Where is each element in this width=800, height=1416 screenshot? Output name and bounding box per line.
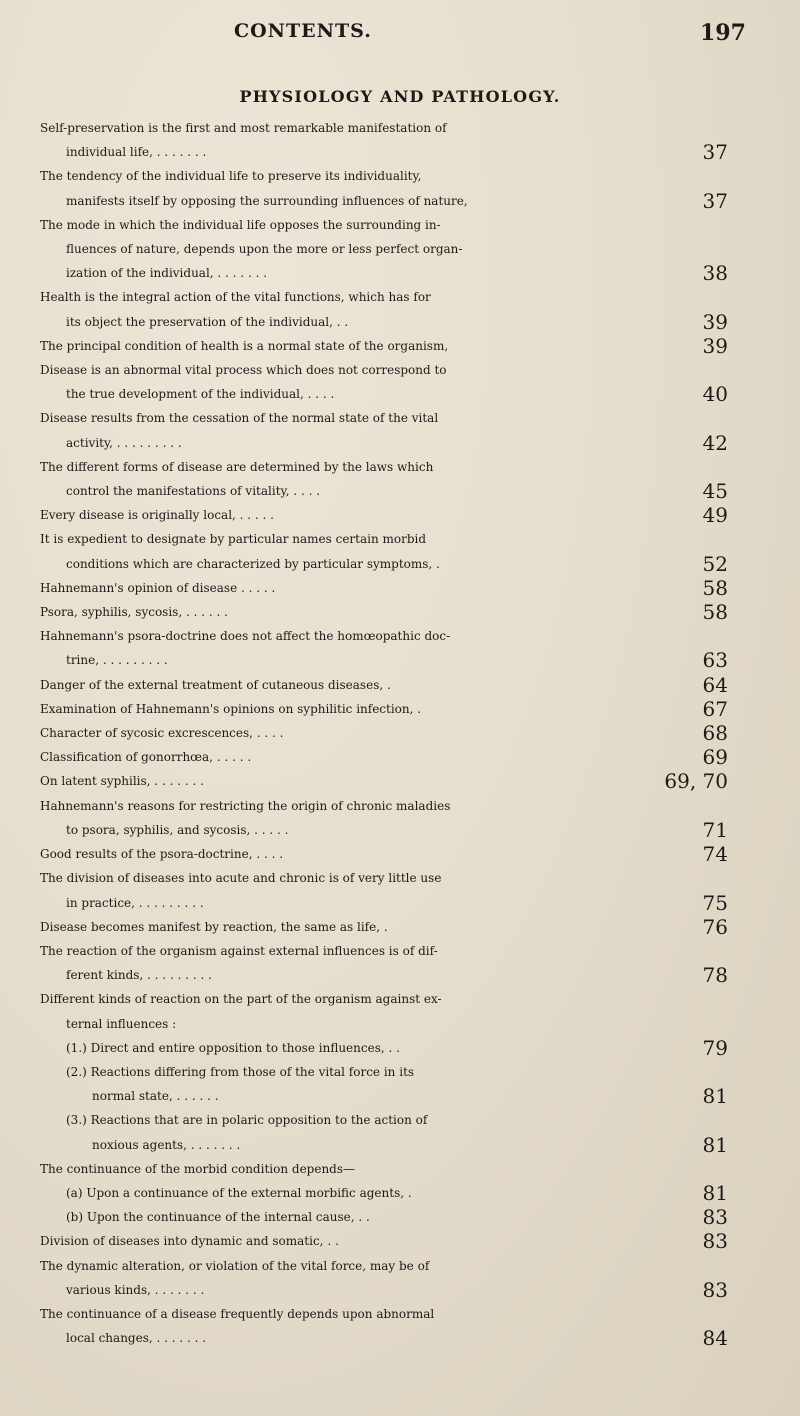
toc-entry [0, 1181, 800, 1205]
toc-entry-line: (1.) Direct and entire opposition to those influences, . . [66, 1040, 400, 1055]
toc-entry-page: 39 [702, 309, 728, 334]
toc-entry [0, 1157, 800, 1181]
toc-entry [0, 987, 800, 1035]
toc-entry [0, 576, 800, 600]
toc-entry-line: It is expedient to designate by particular names certain morbid [40, 532, 427, 547]
toc-entry [0, 697, 800, 721]
toc-entry-line: Every disease is originally local, . . . . . [40, 508, 274, 523]
toc-entry [0, 406, 800, 454]
toc-entry-line: (b) Upon the continuance of the internal cause, . . [66, 1210, 370, 1225]
toc-entry-page: 37 [702, 188, 728, 213]
toc-entry-page: 84 [702, 1326, 728, 1351]
toc-entry-line: Danger of the external treatment of cutaneous diseases, . [40, 677, 391, 692]
toc-entry [0, 794, 800, 842]
toc-entry [0, 624, 800, 672]
toc-entry-line: conditions which are characterized by particular symptoms, . [66, 556, 440, 571]
toc-entry-line: its object the preservation of the individual, . . [66, 314, 349, 329]
toc-entry-page: 45 [702, 479, 728, 504]
toc-entry [0, 842, 800, 866]
toc-entry-line: in practice, . . . . . . . . . [66, 895, 204, 910]
toc-entry-line: (3.) Reactions that are in polaric opposition to the action of [66, 1113, 428, 1128]
toc-entry-line: ferent kinds, . . . . . . . . . [66, 968, 212, 983]
toc-entry-page: 76 [702, 914, 728, 939]
toc-entry-line: Disease results from the cessation of the normal state of the vital [40, 411, 439, 426]
toc-entry-line: normal state, . . . . . . [92, 1089, 219, 1104]
toc-entry [0, 527, 800, 575]
toc-entry-line: various kinds, . . . . . . . [66, 1282, 205, 1297]
toc-entry [0, 745, 800, 769]
toc-entry-line: Self-preservation is the first and most remarkable manifestation of [40, 121, 447, 135]
toc-entry-page: 69 [702, 745, 728, 770]
toc-entry-line: (a) Upon a continuance of the external morbific agents, . [66, 1185, 412, 1200]
toc-entry [0, 721, 800, 745]
toc-entry-page: 58 [702, 575, 728, 600]
toc-entry-line: The division of diseases into acute and chronic is of very little use [40, 871, 442, 886]
toc-entry-page: 49 [702, 503, 728, 528]
toc-entry [0, 213, 800, 286]
toc-entry-page: 58 [702, 600, 728, 625]
toc-entry-line: Classification of gonorrhœa, . . . . . [40, 750, 252, 765]
toc-entry-line: The principal condition of health is a normal state of the organism, [40, 338, 449, 353]
toc-entry [0, 1254, 800, 1302]
toc-entry-page: 42 [702, 430, 728, 455]
toc-entry [0, 1108, 800, 1156]
toc-entry-page: 69, 70 [664, 769, 728, 794]
toc-entry [0, 455, 800, 503]
page-number: 197 [700, 20, 746, 46]
toc-entry-page: 74 [702, 842, 728, 867]
toc-entry-line: ternal influences : [66, 1016, 177, 1031]
toc-entry-line: ization of the individual, . . . . . . . [66, 266, 268, 281]
table-of-contents [0, 116, 800, 1350]
toc-entry [0, 1036, 800, 1060]
running-head-title: CONTENTS. [234, 20, 372, 42]
toc-entry-line: manifests itself by opposing the surrounding influences of nature, [66, 193, 468, 208]
toc-entry-page: 67 [702, 696, 728, 721]
toc-entry [0, 769, 800, 793]
toc-entry [0, 164, 800, 212]
toc-entry-page: 81 [702, 1084, 728, 1109]
toc-entry-page: 64 [702, 672, 728, 697]
toc-entry-page: 63 [702, 648, 728, 673]
toc-entry [0, 866, 800, 914]
toc-entry-page: 68 [702, 721, 728, 746]
toc-entry-line: The reaction of the organism against external influences is of dif- [40, 943, 438, 958]
toc-entry-line: The dynamic alteration, or violation of the vital force, may be of [40, 1258, 430, 1273]
toc-entry-line: fluences of nature, depends upon the more or less perfect organ- [66, 242, 463, 257]
toc-entry-line: Disease becomes manifest by reaction, the same as life, . [40, 919, 388, 934]
toc-entry-line: Different kinds of reaction on the part of the organism against ex- [40, 992, 442, 1007]
toc-entry-line: The continuance of the morbid condition depends— [40, 1161, 356, 1176]
toc-entry [0, 334, 800, 358]
toc-entry [0, 1205, 800, 1229]
toc-entry-line: trine, . . . . . . . . . [66, 653, 168, 668]
toc-entry-line: The continuance of a disease frequently depends upon abnormal [40, 1306, 435, 1321]
toc-entry-page: 83 [702, 1277, 728, 1302]
toc-entry [0, 285, 800, 333]
toc-entry-page: 71 [702, 817, 728, 842]
toc-entry-line: local changes, . . . . . . . [66, 1331, 207, 1346]
toc-entry-line: activity, . . . . . . . . . [66, 435, 182, 450]
toc-entry-line: The different forms of disease are determined by the laws which [40, 459, 434, 474]
toc-entry-page: 83 [702, 1205, 728, 1230]
toc-entry-page: 38 [702, 261, 728, 286]
toc-entry-line: Hahnemann's reasons for restricting the origin of chronic maladies [40, 798, 451, 813]
toc-entry-line: The tendency of the individual life to preserve its individuality, [40, 169, 422, 184]
toc-entry [0, 600, 800, 624]
toc-entry-page: 81 [702, 1180, 728, 1205]
toc-entry-page: 75 [702, 890, 728, 915]
toc-entry [0, 915, 800, 939]
toc-entry [0, 358, 800, 406]
toc-entry-page: 52 [702, 551, 728, 576]
toc-entry-line: Psora, syphilis, sycosis, . . . . . . [40, 605, 228, 620]
toc-entry [0, 116, 800, 164]
toc-entry-page: 37 [702, 140, 728, 165]
toc-entry-line: Character of sycosic excrescences, . . . . [40, 726, 284, 741]
toc-entry [0, 673, 800, 697]
toc-entry [0, 1060, 800, 1108]
toc-entry-line: Good results of the psora-doctrine, . . . . [40, 847, 284, 862]
toc-entry-page: 79 [702, 1035, 728, 1060]
section-title: PHYSIOLOGY AND PATHOLOGY. [239, 87, 561, 106]
toc-entry-line: to psora, syphilis, and sycosis, . . . . . [66, 822, 289, 837]
toc-entry-line: (2.) Reactions differing from those of the vital force in its [66, 1064, 415, 1079]
toc-entry-line: On latent syphilis, . . . . . . . [40, 774, 204, 789]
toc-entry-line: individual life, . . . . . . . [66, 145, 207, 160]
toc-entry [0, 1302, 800, 1350]
toc-entry-line: Division of diseases into dynamic and somatic, . . [40, 1234, 339, 1249]
toc-entry-page: 83 [702, 1229, 728, 1254]
toc-entry [0, 939, 800, 987]
running-head [0, 20, 800, 50]
toc-entry-page: 39 [702, 333, 728, 358]
toc-entry [0, 1229, 800, 1253]
toc-entry-line: The mode in which the individual life opposes the surrounding in- [40, 217, 441, 232]
toc-entry-line: Hahnemann's psora-doctrine does not affect the homœopathic doc- [40, 629, 451, 644]
toc-entry-page: 78 [702, 963, 728, 988]
toc-entry-line: Disease is an abnormal vital process which does not correspond to [40, 363, 447, 378]
toc-entry-line: Health is the integral action of the vital functions, which has for [40, 290, 431, 305]
toc-entry-line: Hahnemann's opinion of disease . . . . . [40, 580, 276, 595]
toc-entry-line: Examination of Hahnemann's opinions on syphilitic infection, . [40, 701, 422, 716]
toc-entry-page: 81 [702, 1132, 728, 1157]
toc-entry-line: control the manifestations of vitality, . . . . [66, 484, 321, 499]
toc-entry [0, 503, 800, 527]
toc-entry-line: the true development of the individual, . . . . [66, 387, 335, 402]
toc-entry-line: noxious agents, . . . . . . . [92, 1137, 241, 1152]
toc-entry-page: 40 [702, 382, 728, 407]
